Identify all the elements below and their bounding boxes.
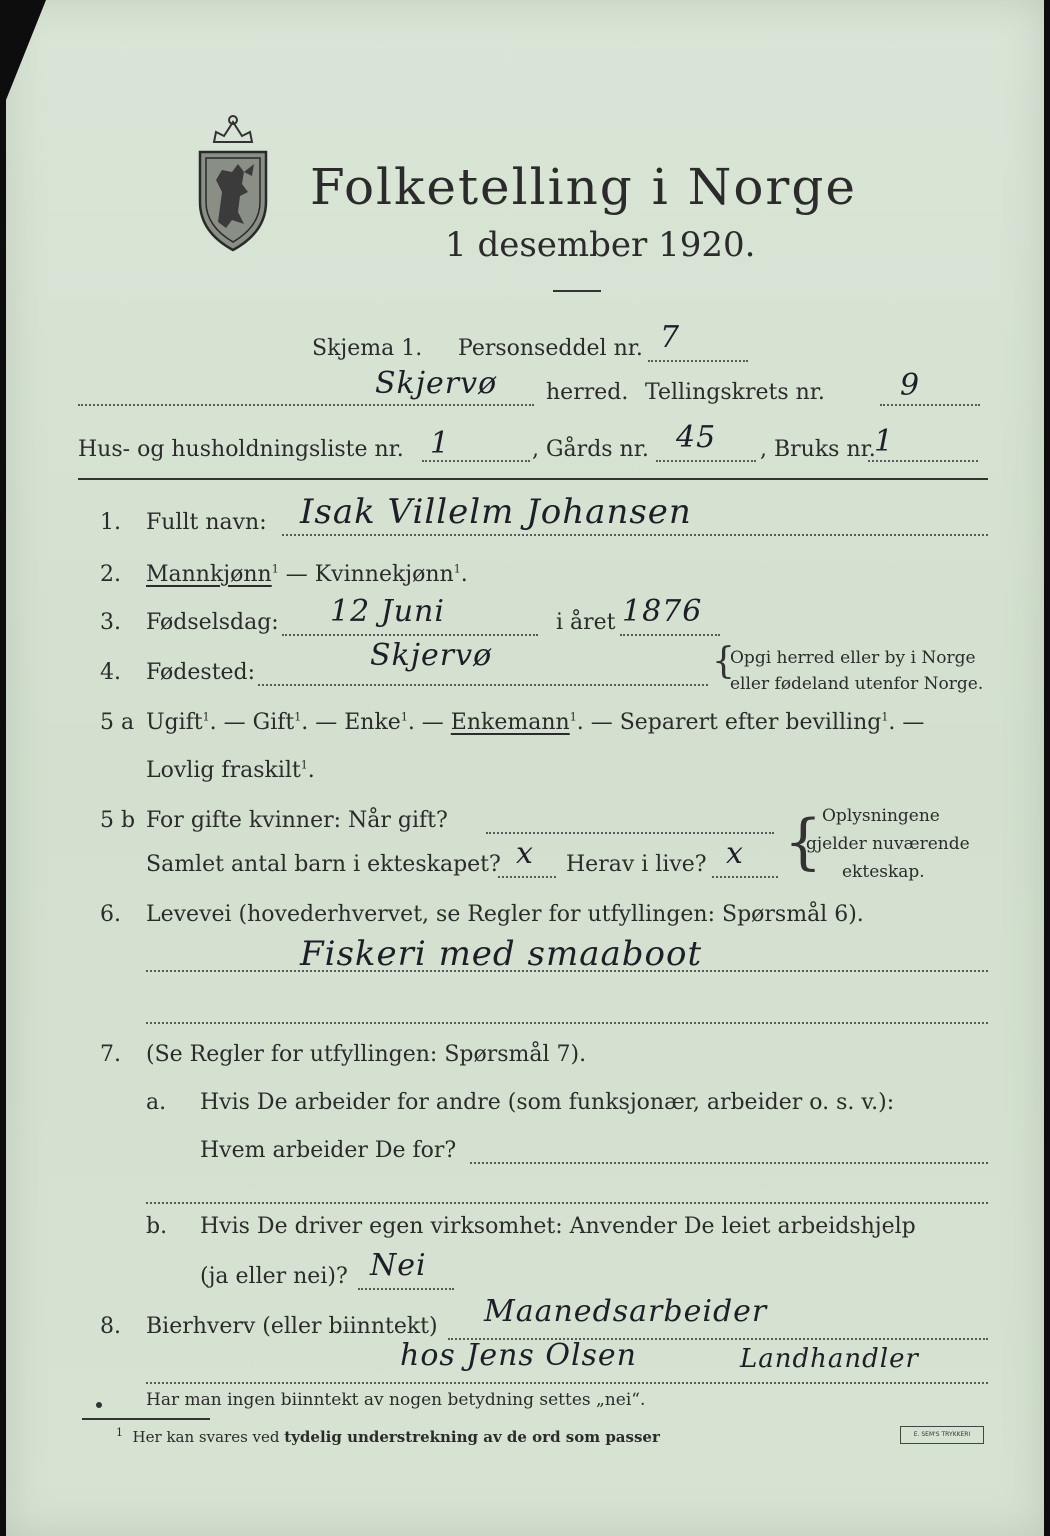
- gards-line: [656, 460, 756, 462]
- q3-year-value: 1876: [622, 594, 703, 629]
- q2-options: Mannkjønn$^1$ — Kvinnekjønn$^1$.: [146, 562, 468, 587]
- herred-value: Skjervø: [375, 366, 498, 401]
- norwegian-coat-of-arms-icon: [192, 112, 274, 252]
- tellingskrets-value: 9: [900, 368, 921, 403]
- q5b-children-value: x: [516, 836, 534, 871]
- herred-label: herred.: [546, 380, 629, 405]
- header-separator: [78, 478, 988, 480]
- footnote: $^1$ Her kan svares ved tydelig understrekning av de ord som passer: [116, 1426, 660, 1446]
- q7b-answer-line: [358, 1288, 454, 1290]
- q5b-married-label: For gifte kvinner: Når gift?: [146, 808, 448, 833]
- q7b-answer-value: Nei: [370, 1248, 427, 1283]
- q6-line2: [146, 1022, 988, 1024]
- q4-label: Fødested:: [146, 660, 256, 685]
- census-date: 1 desember 1920.: [445, 225, 756, 265]
- skjema-label: Skjema 1.: [312, 336, 423, 361]
- q5b-children-line: [498, 876, 556, 878]
- q4-birthplace-value: Skjervø: [370, 638, 493, 673]
- q7-label: (Se Regler for utfyllingen: Spørsmål 7).: [146, 1042, 587, 1067]
- q1-full-name-value: Isak Villelm Johansen: [300, 492, 692, 532]
- q6-number: 6.: [100, 902, 121, 927]
- q5b-alive-value: x: [726, 836, 744, 871]
- personseddel-line: [648, 360, 748, 362]
- q5b-note-line1: Oplysningene: [822, 806, 940, 826]
- bullet-marker: [96, 1402, 102, 1408]
- q8-note: Har man ingen biinntekt av nogen betydning settes „nei“.: [146, 1390, 646, 1410]
- q7a-line2: [146, 1202, 988, 1204]
- q4-line: [258, 684, 708, 686]
- printer-stamp: E. SEM'S TRYKKERI: [900, 1426, 984, 1444]
- q4-note-line2: eller fødeland utenfor Norge.: [730, 674, 984, 694]
- page-title: Folketelling i Norge: [310, 158, 857, 216]
- q4-number: 4.: [100, 660, 121, 685]
- q1-number: 1.: [100, 510, 121, 535]
- tellingskrets-label: Tellingskrets nr.: [645, 380, 825, 405]
- q5a-selected-option: Enkemann: [450, 710, 570, 735]
- q2-female-option: Kvinnekjønn: [314, 562, 454, 587]
- q5a-options: Ugift$^1$. — Gift$^1$. — Enke$^1$. — Enkemann$^1$. — Separert efter bevilling$^1$. —: [146, 710, 925, 735]
- q7a-number: a.: [146, 1090, 167, 1115]
- q5a-number: 5 a: [100, 710, 135, 735]
- q5b-number: 5 b: [100, 808, 136, 833]
- q5b-note-line2: gjelder nuværende: [806, 834, 970, 854]
- q8-employer-trade-value: Landhandler: [740, 1344, 919, 1374]
- personseddel-label: Personseddel nr.: [458, 336, 643, 361]
- q3-day-line: [282, 634, 538, 636]
- herred-line: [78, 404, 534, 406]
- q7a-question: Hvis De arbeider for andre (som funksjonær, arbeider o. s. v.):: [200, 1090, 895, 1115]
- q7b-number: b.: [146, 1214, 168, 1239]
- q7a-employer-label: Hvem arbeider De for?: [200, 1138, 457, 1163]
- bruks-label: , Bruks nr.: [760, 437, 876, 462]
- folded-corner: [6, 0, 46, 100]
- title-divider: [553, 290, 601, 292]
- gards-label: , Gårds nr.: [532, 437, 649, 462]
- q2-number: 2.: [100, 562, 121, 587]
- q6-line1: [146, 970, 988, 972]
- hus-label: Hus- og husholdningsliste nr.: [78, 437, 404, 462]
- q3-year-label: i året: [556, 610, 616, 635]
- q3-label: Fødselsdag:: [146, 610, 279, 635]
- q3-year-line: [620, 634, 720, 636]
- q2-male-option: Mannkjønn: [146, 562, 272, 587]
- hus-value: 1: [430, 426, 451, 461]
- q6-occupation-value: Fiskeri med smaaboot: [300, 934, 703, 974]
- personseddel-value: 7: [660, 320, 681, 355]
- q7b-answer-label: (ja eller nei)?: [200, 1264, 348, 1289]
- q3-number: 3.: [100, 610, 121, 635]
- q5b-brace: {: [784, 807, 823, 877]
- q8-number: 8.: [100, 1314, 121, 1339]
- q8-line2: [146, 1382, 988, 1384]
- q5b-children-label: Samlet antal barn i ekteskapet?: [146, 852, 501, 877]
- bruks-line: [868, 460, 978, 462]
- q5b-married-line: [486, 832, 774, 834]
- q8-side-occupation-value: Maanedsarbeider: [484, 1294, 768, 1329]
- q7-number: 7.: [100, 1042, 121, 1067]
- q8-employer-value: hos Jens Olsen: [400, 1338, 638, 1373]
- q5b-note-line3: ekteskap.: [842, 862, 925, 882]
- q5a-options-line2: Lovlig fraskilt$^1$.: [146, 758, 315, 783]
- q4-brace: {: [712, 641, 735, 682]
- q3-birthday-value: 12 Juni: [330, 594, 445, 629]
- bruks-value: 1: [874, 424, 895, 459]
- q1-label: Fullt navn:: [146, 510, 267, 535]
- q4-note-line1: Opgi herred eller by i Norge: [730, 648, 976, 668]
- q5b-alive-line: [712, 876, 778, 878]
- q6-label: Levevei (hovederhvervet, se Regler for utfyllingen: Spørsmål 6).: [146, 902, 864, 927]
- q7a-employer-line: [470, 1162, 988, 1164]
- gards-value: 45: [676, 420, 717, 455]
- q5b-alive-label: Herav i live?: [566, 852, 707, 877]
- footnote-rule: [82, 1418, 210, 1420]
- q8-label: Bierhverv (eller biinntekt): [146, 1314, 438, 1339]
- tellingskrets-line: [880, 404, 980, 406]
- q1-line: [282, 534, 988, 536]
- q7b-question: Hvis De driver egen virksomhet: Anvender De leiet arbeidshjelp: [200, 1214, 916, 1239]
